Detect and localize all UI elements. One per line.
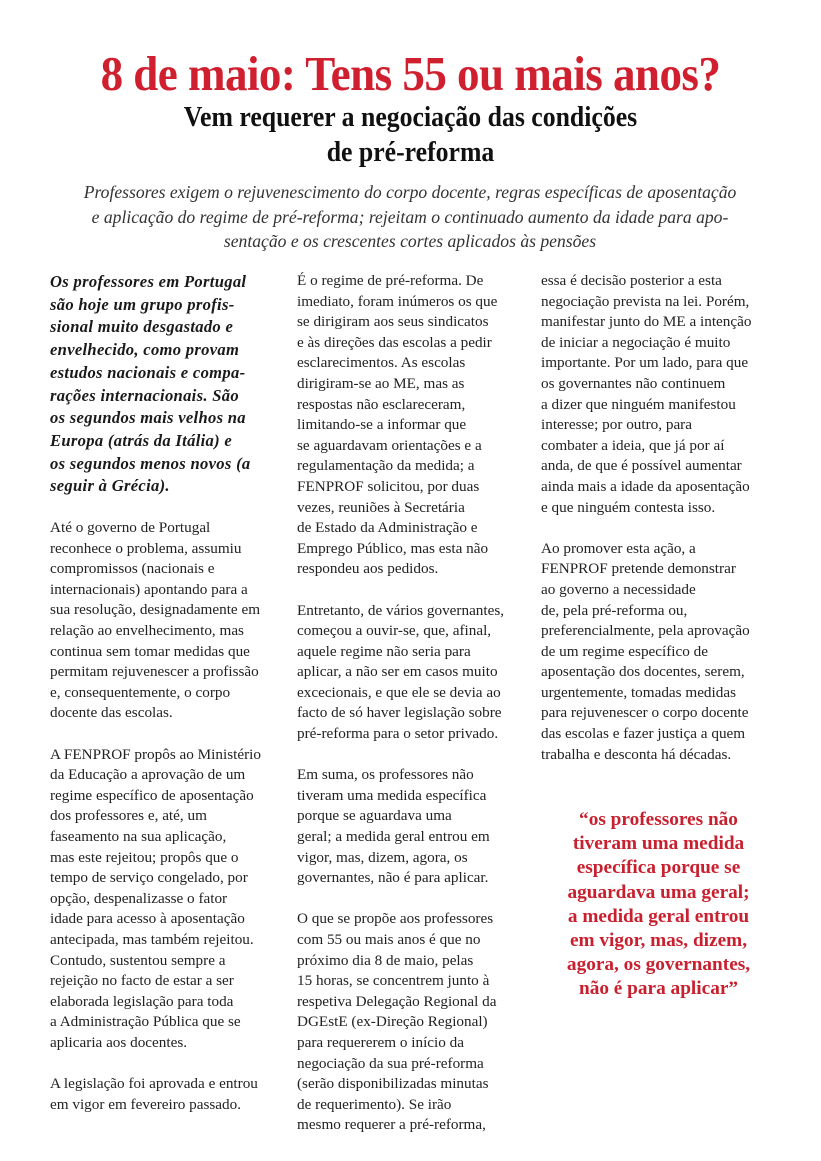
text-line: FENPROF solicitou, por duas [297,477,480,495]
text-line: os segundos mais velhos na [50,408,246,428]
text-line: dirigiram-se ao ME, mas as [297,374,465,392]
text-line: continua sem tomar medidas que [50,642,250,660]
text-line: ao governo a necessidade [541,580,696,598]
text-line: negociação da sua pré-reforma [297,1054,484,1072]
text-line: mesmo requerer a pré-reforma, [297,1116,486,1134]
subtitle-line: de pré-reforma [326,137,495,168]
text-line: limitando-se a informar que [297,416,467,434]
text-line: envelhecido, como provam [50,340,240,360]
text-line: sua resolução, designadamente em [50,601,261,619]
text-line: se aguardavam orientações e a [297,436,482,454]
text-line: importante. Por um lado, para que [541,354,749,372]
body-paragraph [297,909,537,1136]
text-line: urgentemente, tomadas medidas [541,683,736,701]
text-line: negociação prevista na lei. Porém, [541,292,750,310]
text-line: aposentação dos docentes, serem, [541,663,745,681]
text-line: regulamentação da medida; a [297,457,475,475]
text-line: de iniciar a negociação é muito [541,333,731,351]
text-line: e às direções das escolas a pedir [297,333,492,351]
text-line: DGEstE (ex-Direção Regional) [297,1013,488,1031]
text-line: (serão disponibilizadas minutas [297,1075,489,1093]
text-line: porque se aguardava uma [297,807,452,825]
text-line: combater a ideia, que já por aí [541,436,725,454]
lead-paragraph [50,271,290,498]
article-title: 8 de maio: Tens 55 ou mais anos? [100,46,721,101]
text-line: mas este rejeitou; propôs que o [50,848,239,866]
text-line: opção, despenalizasse o fator [50,889,228,907]
text-line: docente das escolas. [50,704,173,722]
text-line: os governantes não continuem [541,374,726,392]
text-line: tiveram uma medida específica [297,786,487,804]
text-line: permitam rejuvenescer a profissão [50,663,259,681]
body-paragraph [50,518,290,724]
text-line: dos professores e, até, um [50,807,207,825]
text-line: em vigor em fevereiro passado. [50,1095,242,1113]
body-paragraph [50,745,290,1054]
text-line: relação ao envelhecimento, mas [50,622,244,639]
text-line: respostas não esclareceram, [297,395,466,413]
text-line: regime específico de aposentação [50,786,254,804]
text-line: imediato, foram inúmeros os que [297,292,498,310]
subtitle-line: Vem requerer a negociação das condições [183,102,638,133]
deck-line: Professores exigem o rejuvenescimento do corpo docente, regras específicas de aposentação [83,182,737,202]
text-line: A legislação foi aprovada e entrou [50,1075,258,1093]
text-line: manifestar junto do ME a intenção [541,313,752,331]
body-paragraph [297,601,537,745]
text-line: Entretanto, de vários governantes, [297,601,505,619]
text-line: respetiva Delegação Regional da [297,992,497,1010]
body-paragraph [541,271,781,518]
text-line: O que se propõe aos professores [297,910,494,928]
text-line: sional muito desgastado e [50,317,234,337]
text-line: para requererem o início da [297,1033,464,1051]
text-line: Emprego Público, mas esta não [297,539,489,557]
text-line: A FENPROF propôs ao Ministério [50,745,261,763]
article-deck [40,180,780,254]
column-1 [50,271,290,1136]
text-line: Europa (atrás da Itália) e [50,430,233,450]
text-line: de, pela pré-reforma ou, [541,601,688,619]
text-line: de um regime específico de [541,642,708,660]
text-line: ainda mais a idade da aposentação [541,477,750,495]
text-line: de requerimento). Se irão [297,1095,452,1113]
text-line: vigor, mas, dizem, agora, os [297,848,468,866]
text-line: Ao promover esta ação, a [541,539,696,557]
text-line: tempo de serviço congelado, por [50,869,248,887]
text-line: e, consequentemente, o corpo [50,683,231,701]
body-paragraph [541,539,781,766]
text-line: Contudo, sustentou sempre a [50,951,226,969]
text-line: anda, de que é possível aumentar [541,457,742,475]
text-line: respondeu aos pedidos. [297,560,439,578]
text-line: rações internacionais. São [50,385,239,405]
quote-line: agora, os governantes, [566,954,751,976]
text-line: aquele regime não seria para [297,642,471,660]
text-line: a Administração Pública que se [50,1013,241,1031]
text-line: É o regime de pré-reforma. De [297,272,484,289]
quote-line: “os professores não [579,809,738,830]
deck-line: e aplicação do regime de pré-reforma; rejeitam o continuado aumento da idade para apo- [91,206,729,227]
text-line: excecionais, e que ele se devia ao [297,683,501,701]
quote-line: específica porque se [576,857,741,879]
text-line: são hoje um grupo profis- [50,294,235,314]
text-line: seguir à Grécia). [50,476,170,496]
column-3 [541,271,781,786]
text-line: se dirigiram aos seus sindicatos [297,313,489,331]
text-line: trabalha e desconta há décadas. [541,745,732,763]
quote-line: tiveram uma medida [572,833,745,855]
text-line: os segundos menos novos (a [50,453,251,473]
body-paragraph [50,1074,290,1115]
article-subtitle [33,100,788,170]
text-line: FENPROF pretende demonstrar [541,560,736,578]
text-line: estudos nacionais e compa- [50,362,246,382]
text-line: antecipada, mas também rejeitou. [50,930,254,948]
text-line: compromissos (nacionais e [50,560,215,578]
text-line: a dizer que ninguém manifestou [541,395,736,413]
text-line: rejeição no facto de estar a ser [50,972,234,990]
text-line: faseamento na sua aplicação, [50,827,227,845]
text-line: essa é decisão posterior a esta [541,272,722,289]
quote-line: em vigor, mas, dizem, [569,930,748,952]
text-line: aplicaria aos docentes. [50,1033,188,1051]
text-line: Até o governo de Portugal [50,519,211,537]
quote-line: não é para aplicar” [578,978,739,1000]
text-line: começou a ouvir-se, que, afinal, [297,622,492,640]
text-line: elaborada legislação para toda [50,992,234,1010]
text-line: reconhece o problema, assumiu [50,539,242,557]
text-line: das escolas e fazer justiça a quem [541,725,746,743]
text-line: 15 horas, se concentrem junto à [297,972,490,990]
text-line: interesse; por outro, para [541,416,692,434]
text-line: aplicar, a não ser em casos muito [297,663,498,681]
text-line: idade para acesso à aposentação [50,910,245,928]
column-2 [297,271,537,1157]
body-paragraph [297,271,537,580]
deck-line: sentação e os crescentes cortes aplicados às pensões [223,231,597,251]
text-line: geral; a medida geral entrou em [297,828,490,846]
text-line: de Estado da Administração e [297,519,478,537]
quote-line: a medida geral entrou [567,905,750,927]
text-line: com 55 ou mais anos é que no [297,931,481,948]
text-line: e que ninguém contesta isso. [541,498,716,516]
text-line: pré-reforma para o setor privado. [297,725,499,743]
text-line: da Educação a aprovação de um [50,766,246,784]
text-line: próximo dia 8 de maio, pelas [297,951,474,969]
text-line: vezes, reuniões à Secretária [297,498,465,516]
text-line: Os professores em Portugal [50,272,247,291]
text-line: governantes, não é para aplicar. [297,869,489,887]
text-line: Em suma, os professores não [297,766,474,784]
text-line: internacionais) apontando para a [50,580,248,598]
text-line: preferencialmente, pela aprovação [541,622,750,640]
text-line: para rejuvenescer o corpo docente [541,704,749,722]
text-line: esclarecimentos. As escolas [297,354,466,372]
pull-quote [541,808,776,1002]
quote-line: aguardava uma geral; [567,881,750,903]
body-paragraph [297,765,537,889]
text-line: facto de só haver legislação sobre [297,704,502,722]
